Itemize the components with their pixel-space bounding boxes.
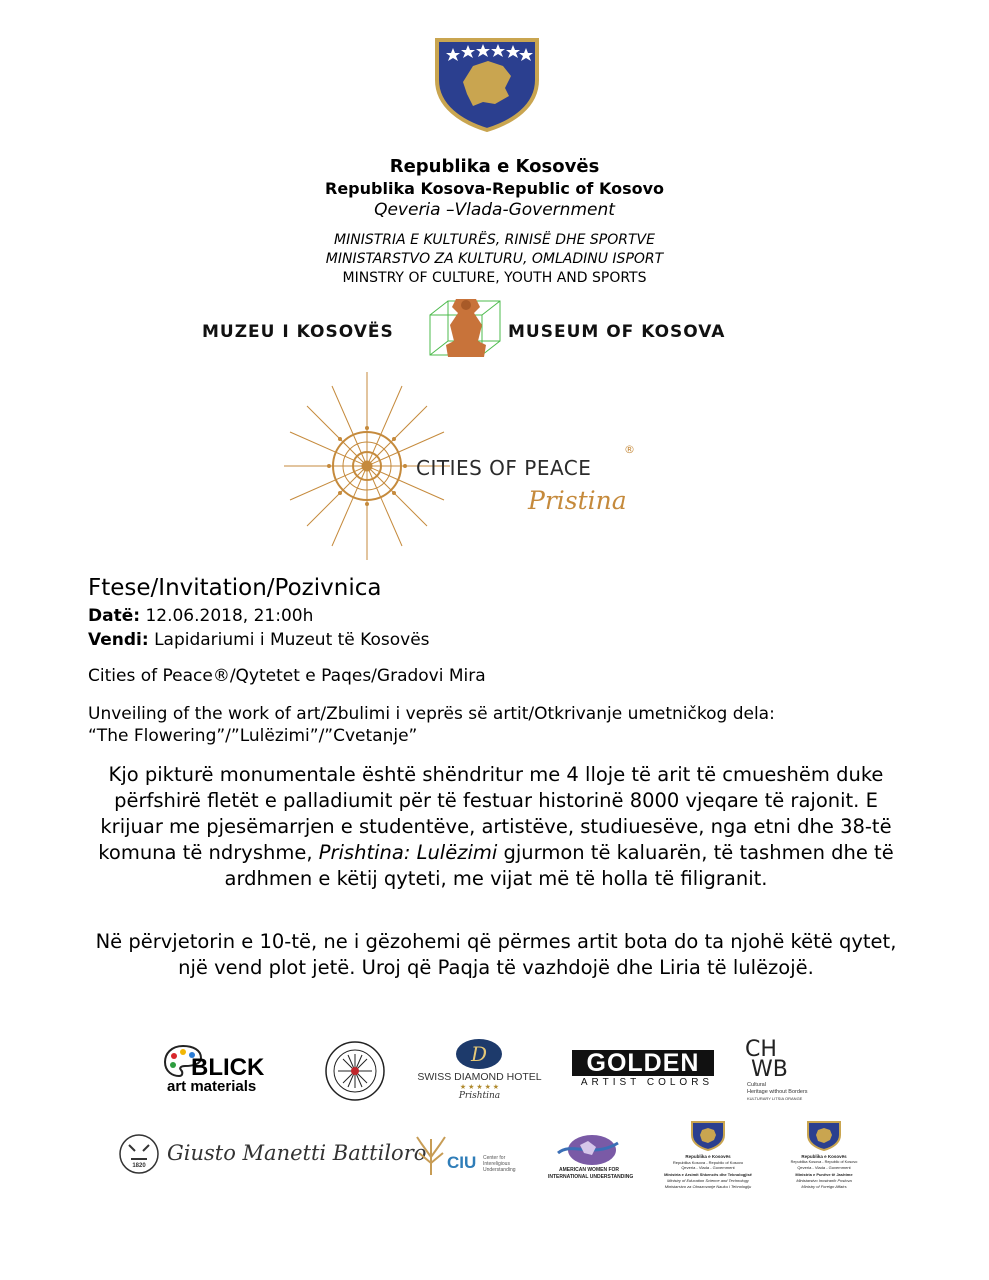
ministry-of-education-logo: Republika e Kosovës Republika Kosova - Republic of Kosovo Qeveria - Vlada - Government Ministria e Arsimit Shkencës dhe Teknologjisë Ministry of Education Science and Technology Ministarstvo za Obrazovanje Nauku i Tehnologiju — [656, 1120, 760, 1194]
ministry-of-foreign-affairs-logo: Republika e Kosovës Republika Kosova - Republic of Kosovo Qeveria - Vlada - Government Ministria e Punëve të Jashtme Ministarstvo Inostranih Poslova Ministry of Foreign Affairs — [786, 1120, 862, 1194]
university-of-prishtina-seal — [320, 1040, 390, 1102]
goddess-on-throne-figurine — [426, 293, 506, 363]
header-government: Qeveria –Vlada-Government — [374, 200, 615, 220]
chwb-logo: CH WB Cultural Heritage without Borders KULTURARY LITSIA ORANGE — [745, 1037, 808, 1101]
unveiling-line: Unveiling of the work of art/Zbulimi i veprës së artit/Otkrivanje umetničkog dela: — [88, 704, 775, 724]
cities-of-peace-title: CITIES OF PEACE — [416, 456, 592, 480]
registered-mark: ® — [624, 443, 635, 456]
giusto-manetti-battiloro-logo: 1820 Giusto Manetti Battiloro — [115, 1133, 385, 1179]
kosovo-coat-of-arms — [433, 36, 541, 132]
venue-label: Vendi: — [88, 630, 149, 650]
diamond-d-emblem-icon — [454, 1038, 504, 1070]
ministry-english: MINSTRY OF CULTURE, YOUTH AND SPORTS — [342, 270, 647, 286]
svg-text:D: D — [470, 1042, 488, 1066]
ministry-serbian: MINISTARSTVO ZA KULTURU, OMLADINU ISPORT — [325, 251, 664, 267]
artwork-title-line: “The Flowering”/”Lulëzimi”/”Cvetanje” — [88, 726, 418, 746]
date-value: 12.06.2018, 21:00h — [145, 606, 314, 626]
body-p1-end: gjurmon të kaluarën, të tashmen dhe të ardhmen e këtij qyteti, me vijat më të holla të filigranit. — [224, 841, 894, 890]
museum-name-english: MUSEUM OF KOSOVA — [508, 322, 726, 342]
body-p1-start: Kjo pikturë monumentale është shëndritur me 4 lloje të arit të cmueshëm duke përfshirë fletët e palladiumit për të festuar historinë 8000 vjeqare të rajonit. E krijuar me pjesëmarrjen e studentëve, artistëve, studiuesëve, nga etni dhe 38-të komuna të ndryshme, — [98, 763, 892, 864]
header-republic: Republika e Kosovës — [389, 156, 600, 177]
invitation-heading: Ftese/Invitation/Pozivnica — [88, 575, 382, 601]
date-label: Datë: — [88, 606, 141, 626]
cities-of-peace-city: Pristina — [528, 486, 627, 515]
date-line — [88, 606, 313, 626]
venue-line — [88, 630, 430, 650]
body-p1-italic: Prishtina: Lulëzimi — [318, 841, 498, 864]
venue-value: Lapidariumi i Muzeut të Kosovës — [154, 630, 430, 650]
header-republic-multilingual: Republika Kosova-Republic of Kosovo — [325, 179, 664, 198]
kosovo-coat-of-arms-small-icon — [690, 1120, 726, 1152]
body-paragraph-2: Në përvjetorin e 10-të, ne i gëzohemi që përmes artit bota do ta njohë këtë qytet, një vend plot jetë. Uroj që Paqja të vazhdojë dhe Liria të lulëzojë. — [95, 930, 897, 979]
golden-artist-colors-logo: GOLDEN ARTIST COLORS — [572, 1050, 722, 1090]
swiss-diamond-hotel-logo: D SWISS DIAMOND HOTEL ★ ★ ★ ★ ★ Prishtina — [412, 1038, 547, 1104]
museum-name-albanian: MUZEU I KOSOVËS — [202, 322, 394, 342]
kosovo-coat-of-arms-small-icon — [806, 1120, 842, 1152]
tree-icon — [413, 1133, 449, 1177]
body-paragraph-1 — [86, 762, 906, 892]
cities-of-peace-line: Cities of Peace®/Qytetet e Paqes/Gradovi Mira — [88, 666, 486, 686]
american-women-for-international-understanding-logo: AMERICAN WOMEN FOR INTERNATIONAL UNDERSTANDING — [548, 1133, 630, 1183]
ciu-logo: CIU Center for Intereligious Understanding — [413, 1133, 523, 1183]
ministry-albanian: MINISTRIA E KULTURËS, RINISË DHE SPORTVE — [334, 232, 655, 248]
blick-logo: BLICK art materials — [163, 1040, 293, 1100]
globe-icon — [552, 1133, 622, 1167]
